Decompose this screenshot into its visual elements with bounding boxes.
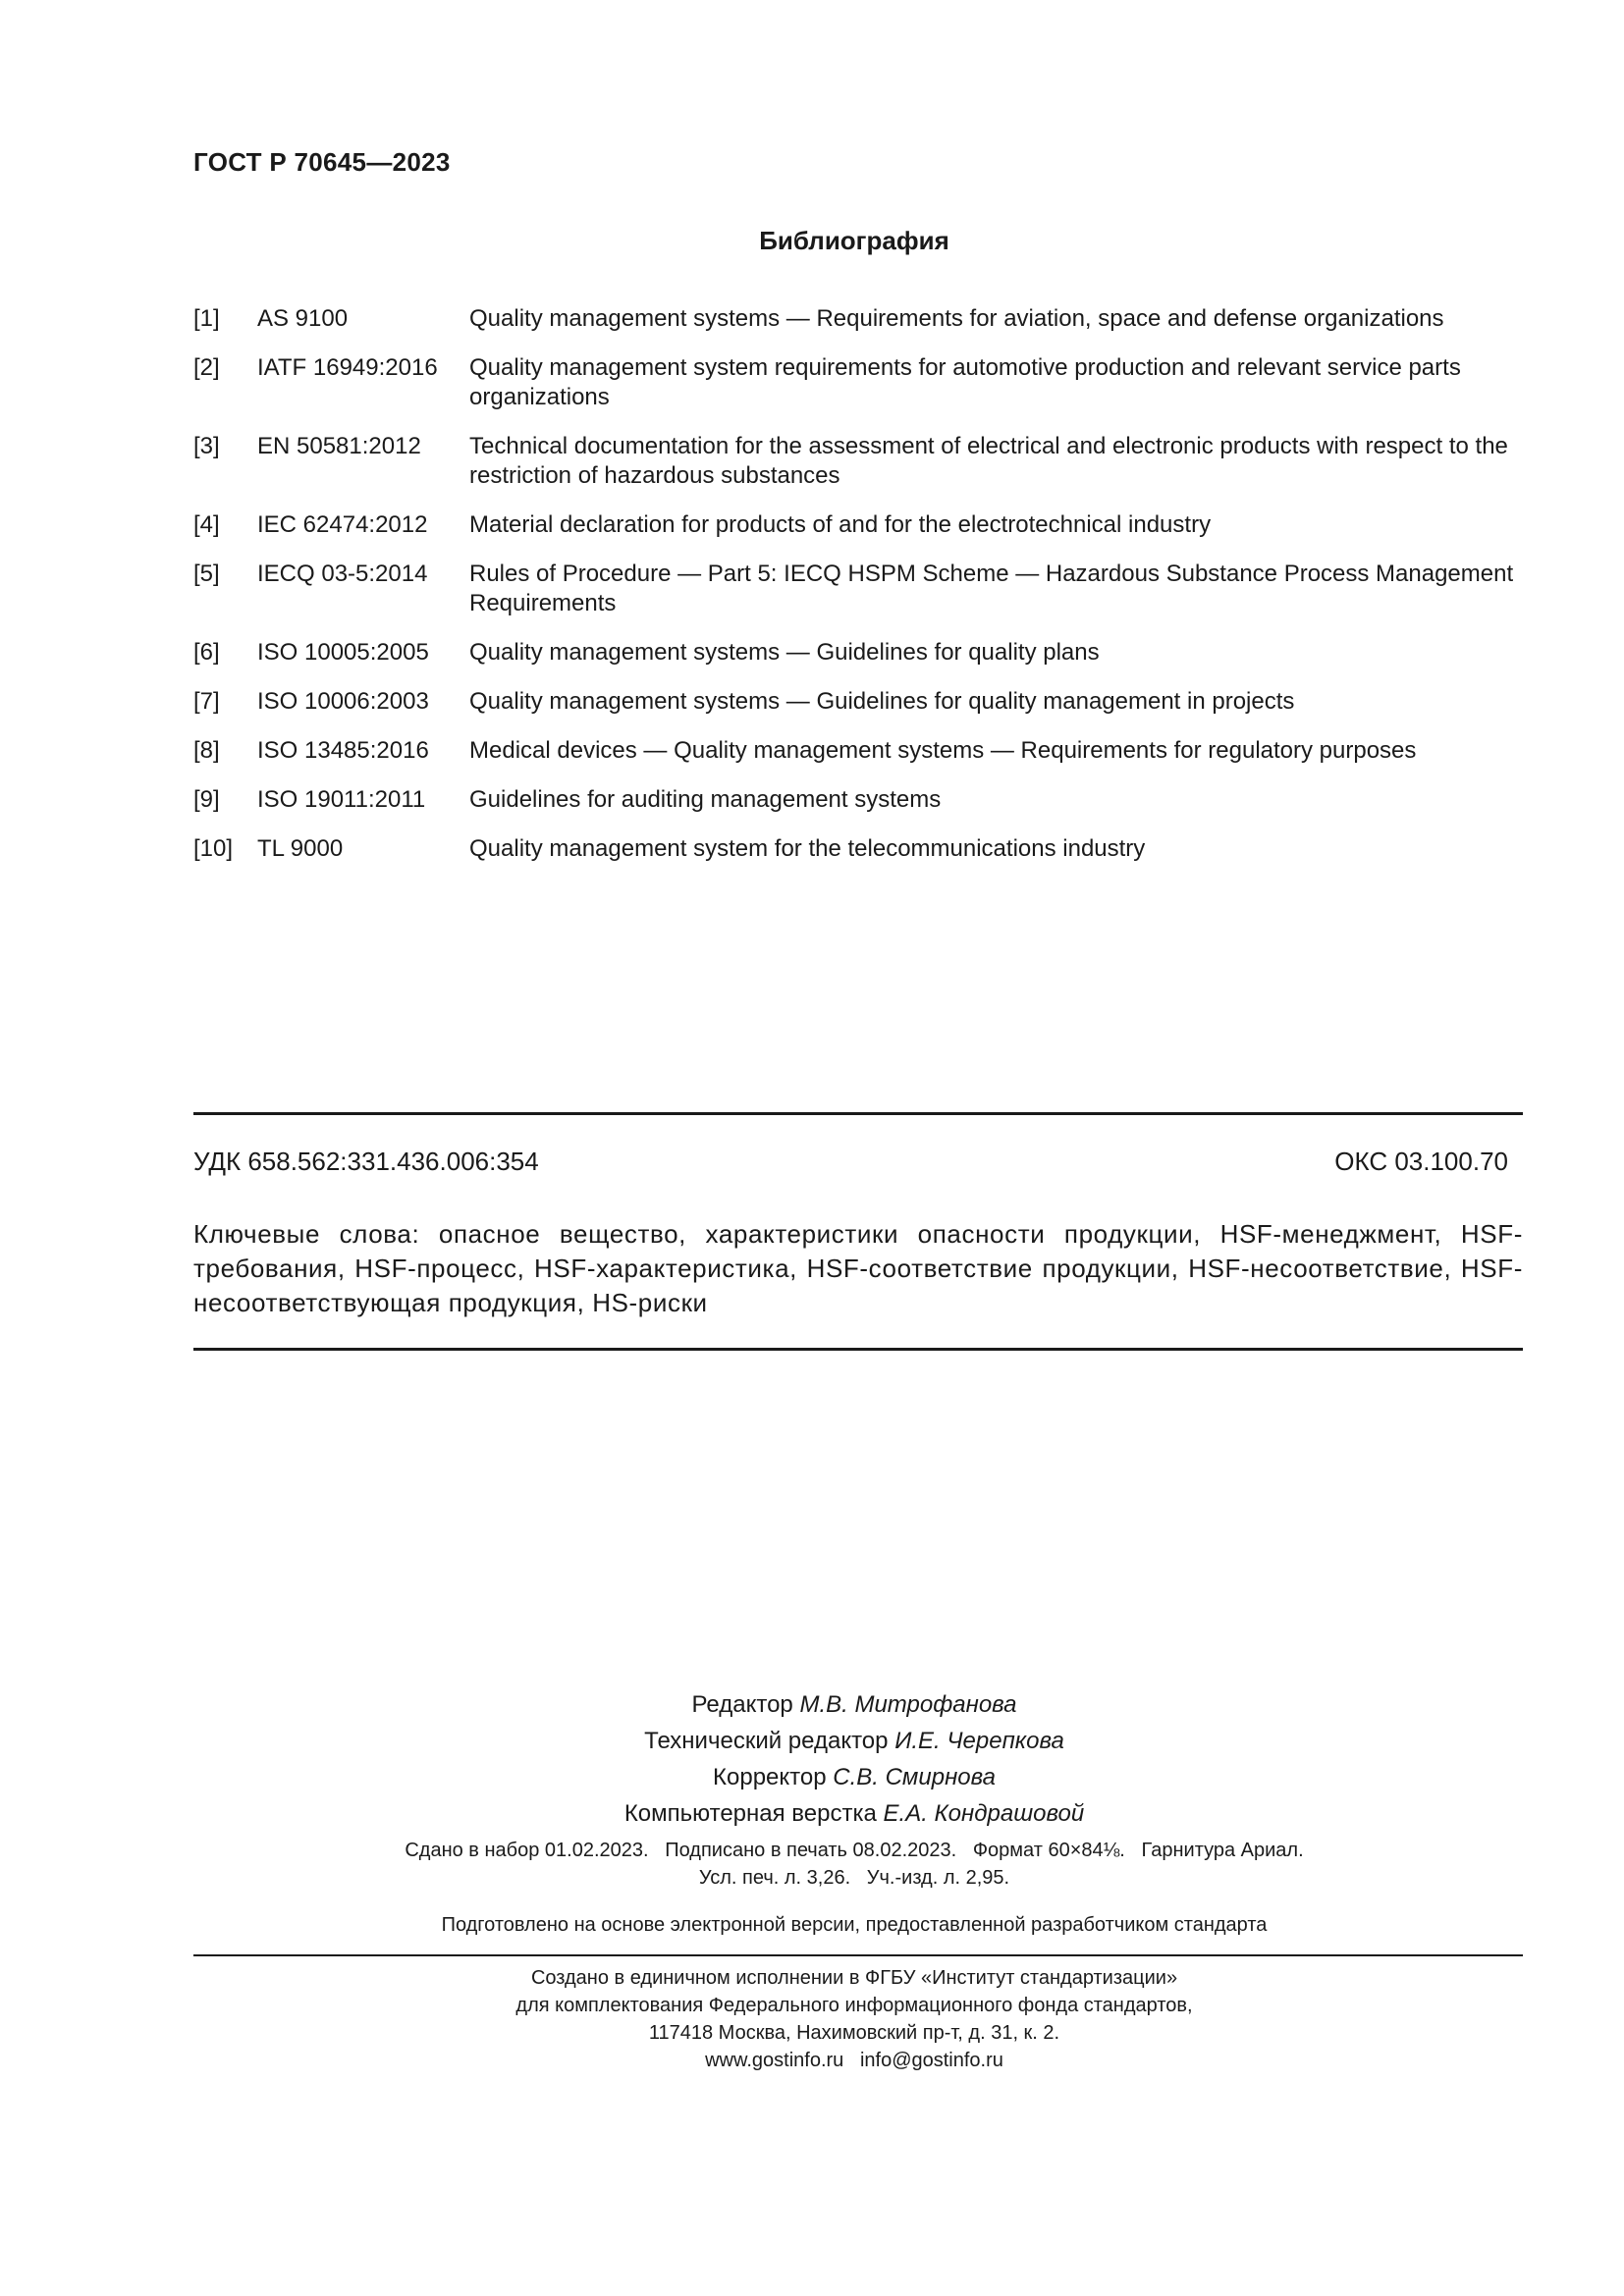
bibliography-item-code: ISO 13485:2016 [257, 737, 429, 764]
bibliography-list [193, 304, 1523, 883]
credit-tech-editor-label: Технический редактор [644, 1728, 889, 1754]
horizontal-rule-bottom [193, 1954, 1523, 1956]
bibliography-item [193, 736, 1523, 766]
print-info [0, 1837, 1624, 1892]
credit-editor-label: Редактор [691, 1691, 793, 1718]
credit-layout-name: Е.А. Кондрашовой [883, 1800, 1085, 1827]
bibliography-item [193, 353, 1523, 412]
bibliography-item-number: [5] [193, 561, 220, 587]
bibliography-item-title: Quality management system for the telecommunications industry [469, 835, 1146, 862]
bibliography-item-title: Quality management system requirements for automotive production and relevant service parts organizations [469, 354, 1461, 410]
bibliography-item-code: AS 9100 [257, 305, 349, 332]
bibliography-item [193, 687, 1523, 717]
bibliography-item-title: Technical documentation for the assessment of electrical and electronic products with respect to the restriction of hazardous substances [469, 433, 1508, 489]
bibliography-item-number: [8] [193, 737, 220, 764]
bibliography-item [193, 834, 1523, 864]
credit-layout [0, 1795, 1624, 1832]
oks-code: ОКС 03.100.70 [1334, 1147, 1508, 1176]
prepared-note: Подготовлено на основе электронной версии, предоставленной разработчиком стандарта [441, 1914, 1268, 1936]
document-code: ГОСТ Р 70645—2023 [193, 147, 451, 177]
bibliography-item-title: Guidelines for auditing management systems [469, 786, 942, 813]
bibliography-item-number: [2] [193, 354, 220, 381]
bibliography-item-number: [7] [193, 688, 220, 715]
bibliography-item [193, 560, 1523, 618]
bibliography-item [193, 638, 1523, 667]
credit-layout-label: Компьютерная верстка [623, 1800, 877, 1827]
publisher-line: 117418 Москва, Нахимовский пр-т, д. 31, к. 2. [648, 2022, 1060, 2044]
bibliography-item [193, 432, 1523, 491]
bibliography-item-title: Material declaration for products of and for the electrotechnical industry [469, 511, 1212, 538]
bibliography-item-number: [9] [193, 786, 220, 813]
credit-tech-editor-name: И.Е. Черепкова [894, 1728, 1064, 1754]
bibliography-item [193, 785, 1523, 815]
credits-block [0, 1686, 1624, 1832]
publisher-block [0, 1964, 1624, 2074]
print-info-line: Усл. печ. л. 3,26. Уч.-изд. л. 2,95. [698, 1867, 1010, 1889]
bibliography-item-code: IECQ 03-5:2014 [257, 561, 428, 587]
bibliography-item-number: [4] [193, 511, 220, 538]
credit-corrector-label: Корректор [713, 1764, 827, 1790]
credit-editor [0, 1686, 1624, 1723]
credit-corrector-name: С.В. Смирнова [833, 1764, 996, 1790]
bibliography-item-code: IEC 62474:2012 [257, 511, 428, 538]
print-info-line: Сдано в набор 01.02.2023. Подписано в печать 08.02.2023. Формат 60×84⅛. Гарнитура Ариал. [405, 1840, 1304, 1861]
bibliography-item-code: ISO 10006:2003 [257, 688, 429, 715]
udk-code: УДК 658.562:331.436.006:354 [193, 1147, 539, 1176]
bibliography-item-code: IATF 16949:2016 [257, 354, 438, 381]
bibliography-item-title: Quality management systems — Requirements for aviation, space and defense organizations [469, 305, 1444, 332]
bibliography-item-title: Quality management systems — Guidelines for quality management in projects [469, 688, 1295, 715]
bibliography-item [193, 510, 1523, 540]
keywords-paragraph: Ключевые слова: опасное вещество, характеристики опасности продукции, HSF-менеджмент, HSF-требования, HSF-процесс, HSF-характеристика, HSF-соответствие продукции, HSF-несоответствие, HSF-несоответствующая продукция, HS-риски [193, 1219, 1523, 1317]
publisher-contacts: www.gostinfo.ru info@gostinfo.ru [705, 2050, 1003, 2071]
bibliography-item-title: Quality management systems — Guidelines for quality plans [469, 639, 1100, 666]
publisher-line: Создано в единичном исполнении в ФГБУ «Институт стандартизации» [530, 1967, 1178, 1989]
bibliography-item-number: [10] [193, 835, 234, 862]
publisher-line: для комплектования Федерального информационного фонда стандартов, [515, 1995, 1193, 2016]
bibliography-item-number: [1] [193, 305, 220, 332]
bibliography-item [193, 304, 1523, 334]
credit-editor-name: М.В. Митрофанова [799, 1691, 1017, 1718]
bibliography-item-code: ISO 10005:2005 [257, 639, 429, 666]
credit-tech-editor [0, 1723, 1624, 1759]
credit-corrector [0, 1759, 1624, 1795]
bibliography-title: Библиография [759, 226, 949, 255]
bibliography-item-code: TL 9000 [257, 835, 344, 862]
horizontal-rule-top [193, 1112, 1523, 1115]
bibliography-item-code: EN 50581:2012 [257, 433, 421, 459]
bibliography-item-title: Medical devices — Quality management systems — Requirements for regulatory purposes [469, 737, 1417, 764]
bibliography-item-title: Rules of Procedure — Part 5: IECQ HSPM Scheme — Hazardous Substance Process Management Requirements [469, 561, 1514, 616]
horizontal-rule-middle [193, 1348, 1523, 1351]
bibliography-item-code: ISO 19011:2011 [257, 786, 426, 813]
bibliography-item-number: [6] [193, 639, 220, 666]
bibliography-item-number: [3] [193, 433, 220, 459]
